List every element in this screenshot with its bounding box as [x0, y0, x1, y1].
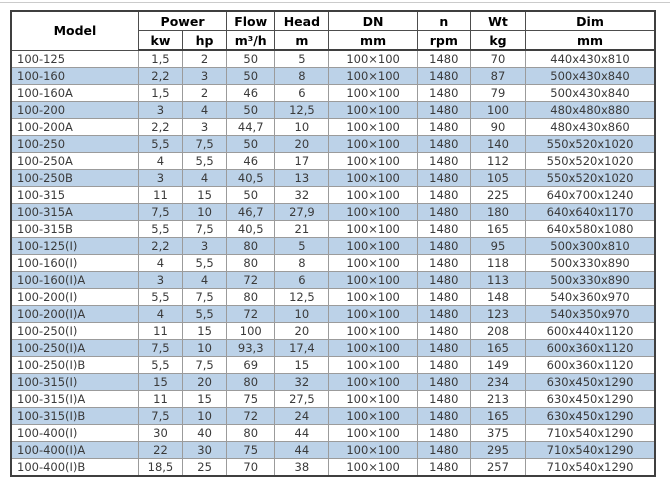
- cell-power-kw: 2,2: [138, 238, 182, 255]
- cell-model: 100-250(I)A: [11, 340, 138, 357]
- table-row: [11, 306, 655, 323]
- cell-power-hp: 4: [183, 272, 227, 289]
- cell-dn: 100×100: [329, 357, 417, 374]
- cell-power-hp: 40: [183, 425, 227, 442]
- cell-model: 100-315A: [11, 204, 138, 221]
- cell-rpm: 1480: [417, 323, 470, 340]
- cell-power-hp: 3: [183, 238, 227, 255]
- cell-power-kw: 2,2: [138, 68, 182, 85]
- cell-dim: 500x330x890: [526, 272, 655, 289]
- table-row: [11, 289, 655, 306]
- cell-power-kw: 7,5: [138, 204, 182, 221]
- cell-head: 24: [275, 408, 329, 425]
- cell-power-kw: 5,5: [138, 289, 182, 306]
- cell-power-hp: 10: [183, 408, 227, 425]
- cell-power-kw: 4: [138, 255, 182, 272]
- table-row: [11, 374, 655, 391]
- cell-dn: 100×100: [329, 187, 417, 204]
- cell-power-kw: 3: [138, 102, 182, 119]
- cell-rpm: 1480: [417, 374, 470, 391]
- cell-head: 17: [275, 153, 329, 170]
- header-power: Power: [138, 11, 226, 31]
- cell-dn: 100×100: [329, 255, 417, 272]
- cell-power-kw: 7,5: [138, 408, 182, 425]
- cell-dn: 100×100: [329, 50, 417, 68]
- cell-head: 44: [275, 425, 329, 442]
- cell-power-kw: 1,5: [138, 50, 182, 68]
- cell-rpm: 1480: [417, 391, 470, 408]
- cell-power-hp: 15: [183, 187, 227, 204]
- cell-power-hp: 10: [183, 340, 227, 357]
- cell-flow: 50: [227, 50, 275, 68]
- cell-weight: 375: [470, 425, 525, 442]
- cell-head: 20: [275, 323, 329, 340]
- cell-flow: 44,7: [227, 119, 275, 136]
- cell-rpm: 1480: [417, 119, 470, 136]
- table-row: [11, 221, 655, 238]
- cell-dn: 100×100: [329, 272, 417, 289]
- cell-head: 38: [275, 459, 329, 477]
- cell-dim: 500x430x840: [526, 85, 655, 102]
- top-divider-line: [0, 2, 670, 3]
- cell-model: 100-250(I): [11, 323, 138, 340]
- table-row: [11, 238, 655, 255]
- table-row: [11, 170, 655, 187]
- header-flow-unit: m³/h: [227, 31, 275, 51]
- table-row: [11, 391, 655, 408]
- cell-flow: 69: [227, 357, 275, 374]
- pump-spec-table: [10, 10, 656, 477]
- cell-flow: 80: [227, 238, 275, 255]
- cell-power-kw: 30: [138, 425, 182, 442]
- cell-dim: 710x540x1290: [526, 442, 655, 459]
- cell-flow: 80: [227, 255, 275, 272]
- cell-dn: 100×100: [329, 85, 417, 102]
- cell-head: 32: [275, 374, 329, 391]
- table-row: [11, 85, 655, 102]
- cell-flow: 50: [227, 102, 275, 119]
- cell-power-kw: 4: [138, 306, 182, 323]
- cell-dim: 630x450x1290: [526, 374, 655, 391]
- header-flow: Flow: [227, 11, 275, 31]
- cell-dim: 640x640x1170: [526, 204, 655, 221]
- table-row: [11, 153, 655, 170]
- cell-dn: 100×100: [329, 204, 417, 221]
- table-row: [11, 119, 655, 136]
- cell-model: 100-200(I)A: [11, 306, 138, 323]
- cell-weight: 90: [470, 119, 525, 136]
- cell-flow: 50: [227, 68, 275, 85]
- cell-power-hp: 5,5: [183, 153, 227, 170]
- cell-weight: 295: [470, 442, 525, 459]
- cell-dim: 500x330x890: [526, 255, 655, 272]
- cell-dim: 500x430x840: [526, 68, 655, 85]
- cell-head: 17,4: [275, 340, 329, 357]
- cell-weight: 149: [470, 357, 525, 374]
- cell-power-kw: 5,5: [138, 357, 182, 374]
- cell-power-kw: 2,2: [138, 119, 182, 136]
- cell-flow: 75: [227, 442, 275, 459]
- header-dim: Dim: [526, 11, 655, 31]
- cell-flow: 80: [227, 289, 275, 306]
- table-row: [11, 255, 655, 272]
- cell-dn: 100×100: [329, 238, 417, 255]
- cell-rpm: 1480: [417, 85, 470, 102]
- cell-power-hp: 5,5: [183, 306, 227, 323]
- cell-flow: 70: [227, 459, 275, 477]
- cell-flow: 46: [227, 85, 275, 102]
- cell-weight: 105: [470, 170, 525, 187]
- cell-model: 100-315(I)A: [11, 391, 138, 408]
- cell-head: 6: [275, 272, 329, 289]
- table-row: [11, 136, 655, 153]
- cell-dn: 100×100: [329, 323, 417, 340]
- cell-weight: 118: [470, 255, 525, 272]
- cell-power-hp: 5,5: [183, 255, 227, 272]
- cell-model: 100-200: [11, 102, 138, 119]
- cell-rpm: 1480: [417, 272, 470, 289]
- cell-model: 100-125: [11, 50, 138, 68]
- cell-model: 100-315: [11, 187, 138, 204]
- header-n: n: [417, 11, 470, 31]
- cell-head: 6: [275, 85, 329, 102]
- cell-head: 12,5: [275, 102, 329, 119]
- cell-power-hp: 25: [183, 459, 227, 477]
- cell-power-kw: 7,5: [138, 340, 182, 357]
- cell-weight: 165: [470, 221, 525, 238]
- cell-rpm: 1480: [417, 102, 470, 119]
- cell-power-hp: 7,5: [183, 136, 227, 153]
- cell-flow: 50: [227, 187, 275, 204]
- cell-power-kw: 22: [138, 442, 182, 459]
- cell-dim: 500x300x810: [526, 238, 655, 255]
- cell-weight: 213: [470, 391, 525, 408]
- cell-dim: 710x540x1290: [526, 459, 655, 477]
- cell-model: 100-400(I)B: [11, 459, 138, 477]
- cell-rpm: 1480: [417, 68, 470, 85]
- cell-dn: 100×100: [329, 102, 417, 119]
- cell-model: 100-250B: [11, 170, 138, 187]
- header-power-kw: kw: [138, 31, 182, 51]
- cell-rpm: 1480: [417, 357, 470, 374]
- cell-weight: 123: [470, 306, 525, 323]
- cell-dn: 100×100: [329, 374, 417, 391]
- cell-weight: 70: [470, 50, 525, 68]
- table-row: [11, 340, 655, 357]
- cell-rpm: 1480: [417, 289, 470, 306]
- cell-dim: 480x430x860: [526, 119, 655, 136]
- cell-power-kw: 15: [138, 374, 182, 391]
- cell-power-hp: 7,5: [183, 221, 227, 238]
- cell-head: 10: [275, 119, 329, 136]
- cell-flow: 75: [227, 391, 275, 408]
- cell-power-kw: 5,5: [138, 136, 182, 153]
- cell-power-kw: 3: [138, 170, 182, 187]
- cell-dim: 640x580x1080: [526, 221, 655, 238]
- cell-weight: 100: [470, 102, 525, 119]
- cell-rpm: 1480: [417, 442, 470, 459]
- cell-dim: 440x430x810: [526, 50, 655, 68]
- cell-head: 5: [275, 238, 329, 255]
- cell-head: 8: [275, 255, 329, 272]
- cell-weight: 140: [470, 136, 525, 153]
- cell-dn: 100×100: [329, 425, 417, 442]
- cell-rpm: 1480: [417, 425, 470, 442]
- cell-dn: 100×100: [329, 221, 417, 238]
- cell-weight: 257: [470, 459, 525, 477]
- cell-dim: 480x480x880: [526, 102, 655, 119]
- cell-model: 100-160A: [11, 85, 138, 102]
- cell-rpm: 1480: [417, 221, 470, 238]
- table-row: [11, 50, 655, 68]
- cell-power-kw: 18,5: [138, 459, 182, 477]
- cell-dn: 100×100: [329, 136, 417, 153]
- cell-model: 100-315(I)B: [11, 408, 138, 425]
- cell-weight: 95: [470, 238, 525, 255]
- header-dn: DN: [329, 11, 417, 31]
- cell-weight: 180: [470, 204, 525, 221]
- cell-dim: 550x520x1020: [526, 170, 655, 187]
- cell-dim: 550x520x1020: [526, 153, 655, 170]
- cell-model: 100-160(I): [11, 255, 138, 272]
- cell-flow: 72: [227, 272, 275, 289]
- cell-head: 12,5: [275, 289, 329, 306]
- table-row: [11, 442, 655, 459]
- cell-power-hp: 20: [183, 374, 227, 391]
- cell-head: 20: [275, 136, 329, 153]
- cell-model: 100-200A: [11, 119, 138, 136]
- cell-head: 27,9: [275, 204, 329, 221]
- header-head: Head: [275, 11, 329, 31]
- cell-dim: 710x540x1290: [526, 425, 655, 442]
- cell-dn: 100×100: [329, 306, 417, 323]
- cell-dn: 100×100: [329, 391, 417, 408]
- cell-flow: 72: [227, 306, 275, 323]
- cell-flow: 80: [227, 425, 275, 442]
- table-row: [11, 204, 655, 221]
- table-body: [11, 50, 655, 476]
- header-power-hp: hp: [183, 31, 227, 51]
- cell-power-hp: 7,5: [183, 289, 227, 306]
- cell-rpm: 1480: [417, 204, 470, 221]
- table-row: [11, 425, 655, 442]
- cell-power-hp: 30: [183, 442, 227, 459]
- cell-model: 100-315B: [11, 221, 138, 238]
- cell-dim: 550x520x1020: [526, 136, 655, 153]
- cell-weight: 79: [470, 85, 525, 102]
- cell-power-hp: 15: [183, 391, 227, 408]
- cell-head: 13: [275, 170, 329, 187]
- cell-dim: 600x440x1120: [526, 323, 655, 340]
- cell-dim: 640x700x1240: [526, 187, 655, 204]
- cell-power-kw: 1,5: [138, 85, 182, 102]
- cell-weight: 208: [470, 323, 525, 340]
- cell-power-hp: 7,5: [183, 357, 227, 374]
- cell-flow: 72: [227, 408, 275, 425]
- cell-model: 100-250A: [11, 153, 138, 170]
- cell-rpm: 1480: [417, 153, 470, 170]
- cell-weight: 87: [470, 68, 525, 85]
- cell-flow: 80: [227, 374, 275, 391]
- cell-flow: 46: [227, 153, 275, 170]
- cell-flow: 46,7: [227, 204, 275, 221]
- cell-flow: 40,5: [227, 170, 275, 187]
- cell-rpm: 1480: [417, 459, 470, 477]
- header-wt: Wt: [470, 11, 525, 31]
- table-row: [11, 323, 655, 340]
- table-row: [11, 272, 655, 289]
- cell-dn: 100×100: [329, 340, 417, 357]
- cell-dn: 100×100: [329, 289, 417, 306]
- cell-head: 15: [275, 357, 329, 374]
- cell-dn: 100×100: [329, 68, 417, 85]
- table-row: [11, 102, 655, 119]
- cell-model: 100-400(I): [11, 425, 138, 442]
- cell-rpm: 1480: [417, 340, 470, 357]
- cell-head: 8: [275, 68, 329, 85]
- cell-power-kw: 11: [138, 323, 182, 340]
- cell-flow: 93,3: [227, 340, 275, 357]
- cell-weight: 165: [470, 340, 525, 357]
- header-n-unit: rpm: [417, 31, 470, 51]
- header-model: Model: [11, 11, 138, 50]
- cell-weight: 165: [470, 408, 525, 425]
- cell-head: 27,5: [275, 391, 329, 408]
- cell-flow: 50: [227, 136, 275, 153]
- cell-model: 100-250: [11, 136, 138, 153]
- cell-power-hp: 10: [183, 204, 227, 221]
- cell-power-hp: 3: [183, 119, 227, 136]
- cell-dn: 100×100: [329, 119, 417, 136]
- cell-head: 21: [275, 221, 329, 238]
- cell-model: 100-200(I): [11, 289, 138, 306]
- table-header: [11, 11, 655, 50]
- table-row: [11, 357, 655, 374]
- cell-flow: 40,5: [227, 221, 275, 238]
- cell-power-hp: 4: [183, 102, 227, 119]
- cell-rpm: 1480: [417, 136, 470, 153]
- cell-power-hp: 3: [183, 68, 227, 85]
- cell-dn: 100×100: [329, 170, 417, 187]
- cell-head: 10: [275, 306, 329, 323]
- cell-power-kw: 3: [138, 272, 182, 289]
- cell-model: 100-315(I): [11, 374, 138, 391]
- cell-flow: 100: [227, 323, 275, 340]
- cell-dn: 100×100: [329, 408, 417, 425]
- header-dn-unit: mm: [329, 31, 417, 51]
- cell-weight: 225: [470, 187, 525, 204]
- header-row-titles: [11, 11, 655, 31]
- cell-model: 100-125(I): [11, 238, 138, 255]
- cell-weight: 148: [470, 289, 525, 306]
- cell-dn: 100×100: [329, 442, 417, 459]
- cell-power-hp: 4: [183, 170, 227, 187]
- cell-head: 32: [275, 187, 329, 204]
- table-row: [11, 187, 655, 204]
- cell-head: 5: [275, 50, 329, 68]
- cell-power-hp: 2: [183, 50, 227, 68]
- cell-power-hp: 15: [183, 323, 227, 340]
- cell-rpm: 1480: [417, 238, 470, 255]
- cell-rpm: 1480: [417, 408, 470, 425]
- cell-model: 100-250(I)B: [11, 357, 138, 374]
- cell-model: 100-400(I)A: [11, 442, 138, 459]
- cell-power-hp: 2: [183, 85, 227, 102]
- table-row: [11, 408, 655, 425]
- cell-model: 100-160: [11, 68, 138, 85]
- cell-rpm: 1480: [417, 255, 470, 272]
- cell-head: 44: [275, 442, 329, 459]
- cell-weight: 234: [470, 374, 525, 391]
- cell-rpm: 1480: [417, 306, 470, 323]
- cell-dim: 630x450x1290: [526, 391, 655, 408]
- table-row: [11, 68, 655, 85]
- cell-weight: 112: [470, 153, 525, 170]
- cell-dim: 600x360x1120: [526, 340, 655, 357]
- header-dim-unit: mm: [526, 31, 655, 51]
- cell-dn: 100×100: [329, 459, 417, 477]
- cell-weight: 113: [470, 272, 525, 289]
- cell-rpm: 1480: [417, 50, 470, 68]
- table-row: [11, 459, 655, 477]
- cell-rpm: 1480: [417, 170, 470, 187]
- cell-power-kw: 5,5: [138, 221, 182, 238]
- cell-power-kw: 11: [138, 187, 182, 204]
- cell-power-kw: 4: [138, 153, 182, 170]
- header-wt-unit: kg: [470, 31, 525, 51]
- cell-power-kw: 11: [138, 391, 182, 408]
- cell-rpm: 1480: [417, 187, 470, 204]
- cell-dim: 630x450x1290: [526, 408, 655, 425]
- cell-dim: 540x350x970: [526, 306, 655, 323]
- cell-model: 100-160(I)A: [11, 272, 138, 289]
- header-head-unit: m: [275, 31, 329, 51]
- cell-dim: 540x360x970: [526, 289, 655, 306]
- cell-dn: 100×100: [329, 153, 417, 170]
- cell-dim: 600x360x1120: [526, 357, 655, 374]
